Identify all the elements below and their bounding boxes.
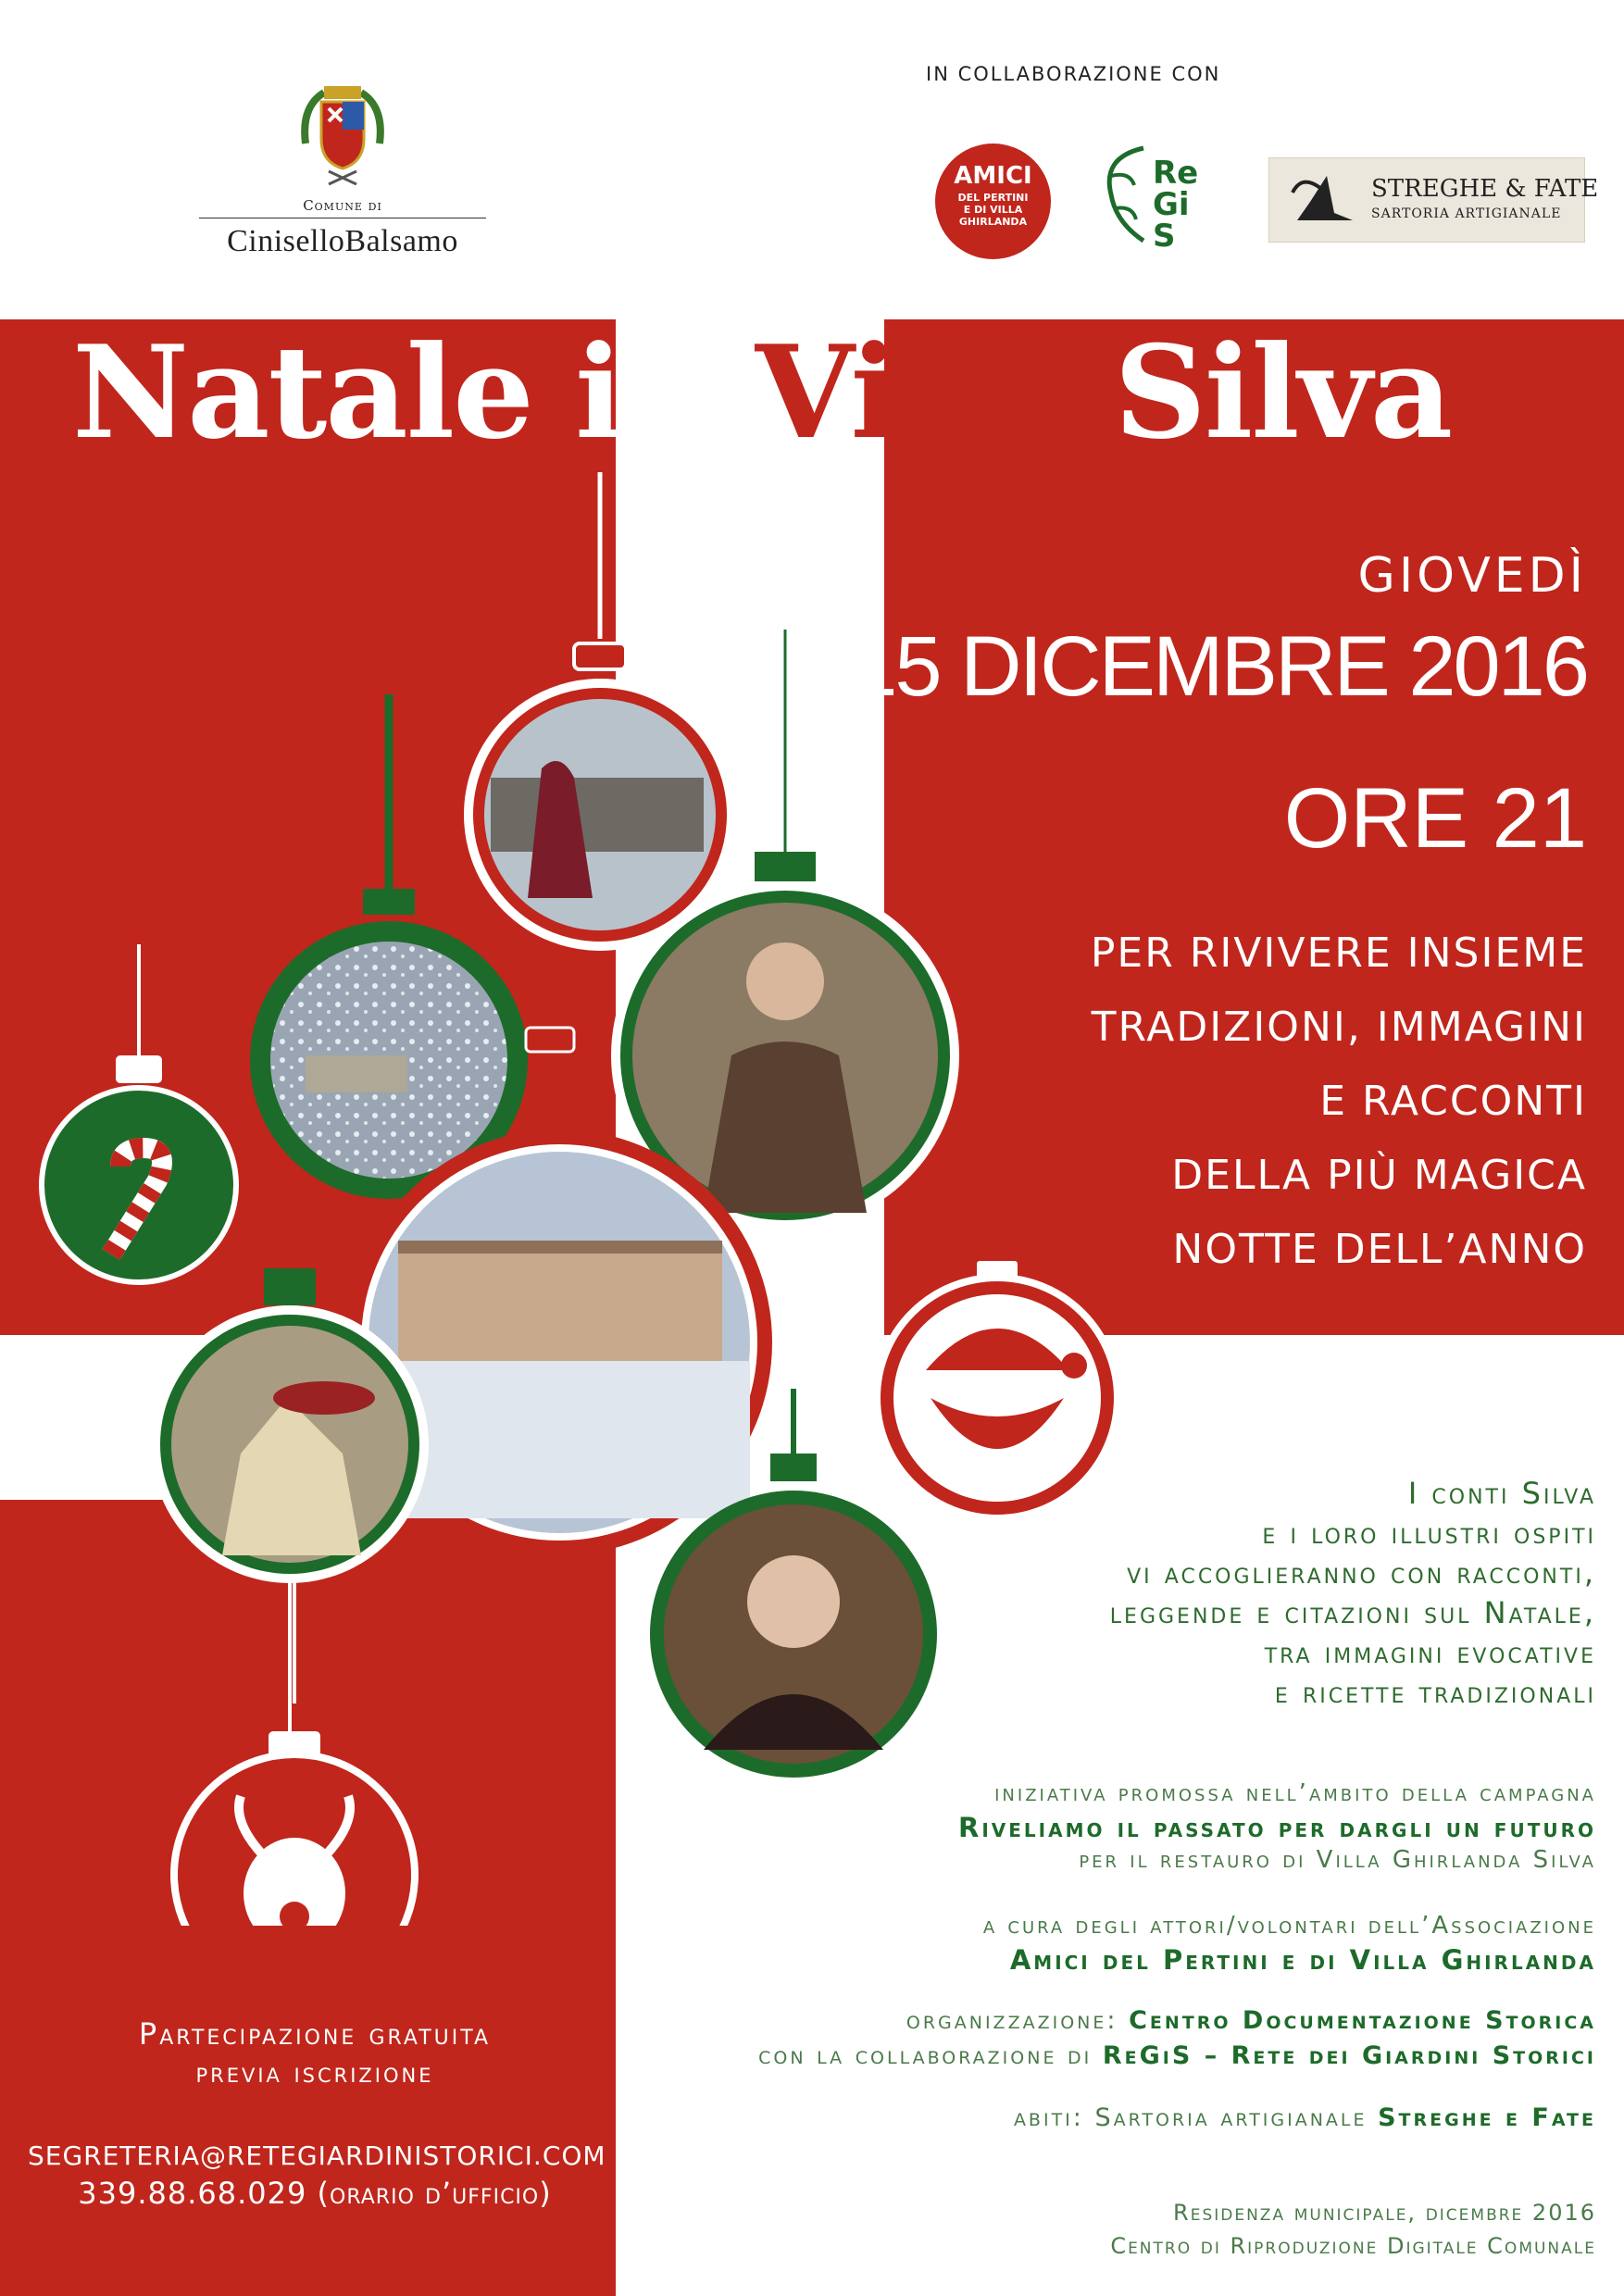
event-time: ORE 21 bbox=[1283, 771, 1587, 866]
event-date: 15 DICEMBRE 2016 bbox=[850, 619, 1587, 714]
participation-line: previa iscrizione bbox=[195, 2057, 434, 2090]
ornament-reindeer bbox=[174, 1731, 415, 1926]
comune-label: Comune di bbox=[303, 197, 382, 214]
costumes-line bbox=[1014, 2103, 1596, 2132]
partner-logo-streghe bbox=[1268, 157, 1599, 243]
footer-line: Centro di Riproduzione Digitale Comunale bbox=[1110, 2233, 1596, 2259]
description-line: tra immagini evocative bbox=[1264, 1635, 1596, 1670]
collaboration-line bbox=[758, 2041, 1596, 2070]
event-title bbox=[72, 317, 1452, 468]
partner-subtitle: SARTORIA ARTIGIANALE bbox=[1371, 206, 1562, 221]
title-part-2: Villa bbox=[755, 317, 1115, 468]
tagline-line: NOTTE DELL’ANNO bbox=[1172, 1226, 1587, 1273]
tagline-line: TRADIZIONI, IMMAGINI bbox=[1091, 1004, 1587, 1051]
comune-logo bbox=[185, 79, 500, 273]
witch-hat-icon bbox=[1288, 169, 1362, 234]
collaboration-label: IN COLLABORAZIONE CON bbox=[926, 63, 1221, 85]
campaign-purpose: per il restauro di Villa Ghirlanda Silva bbox=[1079, 1846, 1596, 1874]
ornament-candy-cane bbox=[42, 1055, 236, 1282]
description-line: e ricette tradizionali bbox=[1274, 1675, 1596, 1710]
organization-name: Centro Documentazione Storica bbox=[1129, 2006, 1596, 2035]
partner-subtitle: DEL PERTINI E DI VILLA GHIRLANDA bbox=[957, 192, 1029, 228]
footer-line: Residenza municipale, dicembre 2016 bbox=[1173, 2200, 1596, 2226]
title-part-1: Natale in bbox=[72, 317, 756, 468]
costumes-label: abiti: bbox=[1013, 2103, 1095, 2132]
organization-line bbox=[906, 2006, 1596, 2035]
partner-logo-regis bbox=[1097, 139, 1236, 259]
curated-intro: a cura degli attori/volontari dell’Associazione bbox=[982, 1912, 1596, 1940]
ornament-santa bbox=[877, 1259, 1118, 1518]
title-part-3: Silva bbox=[1114, 317, 1452, 468]
tagline-line: E RACCONTI bbox=[1319, 1078, 1587, 1125]
contact-email[interactable]: SEGRETERIA@RETEGIARDINISTORICI.COM bbox=[28, 2140, 606, 2171]
description-line: leggende e citazioni sul Natale, bbox=[1109, 1595, 1596, 1630]
costumes-value: Sartoria artigianale bbox=[1094, 2103, 1379, 2132]
tagline-line: PER RIVIVERE INSIEME bbox=[1090, 930, 1587, 977]
ornament-photo-top bbox=[468, 643, 731, 946]
description-line: I conti Silva bbox=[1407, 1476, 1596, 1511]
description-line: e i loro illustri ospiti bbox=[1262, 1516, 1596, 1551]
coat-of-arms-icon bbox=[292, 79, 394, 190]
partner-name: STREGHE & FATE bbox=[1371, 175, 1599, 203]
ornament-red-small bbox=[526, 1028, 574, 1052]
partner-name: AMICI bbox=[954, 162, 1032, 190]
partner-logo-amici bbox=[935, 144, 1051, 259]
partner-name: ReGiS bbox=[1153, 155, 1199, 255]
tagline-line: DELLA PIÙ MAGICA bbox=[1171, 1152, 1587, 1199]
participation-line: Partecipazione gratuita bbox=[138, 2016, 492, 2052]
description-line: vi accoglieranno con racconti, bbox=[1127, 1555, 1596, 1591]
leaf-swirl-icon bbox=[1097, 139, 1153, 259]
comune-name: CiniselloBalsamo bbox=[227, 224, 458, 258]
organization-label: organizzazione: bbox=[906, 2006, 1130, 2035]
costumes-name: Streghe e Fate bbox=[1378, 2103, 1596, 2132]
contact-phone[interactable]: 339.88.68.029 (orario d’ufficio) bbox=[78, 2176, 552, 2211]
event-weekday: GIOVEDÌ bbox=[1357, 548, 1587, 604]
campaign-name: Riveliamo il passato per dargli un futuro bbox=[958, 1812, 1596, 1843]
collaboration-intro: con la collaborazione di bbox=[758, 2041, 1103, 2070]
collaboration-name: ReGiS – Rete dei Giardini Storici bbox=[1102, 2041, 1596, 2070]
curated-name: Amici del Pertini e di Villa Ghirlanda bbox=[1009, 1944, 1596, 1976]
campaign-intro: iniziativa promossa nell’ambito della campagna bbox=[994, 1779, 1596, 1807]
